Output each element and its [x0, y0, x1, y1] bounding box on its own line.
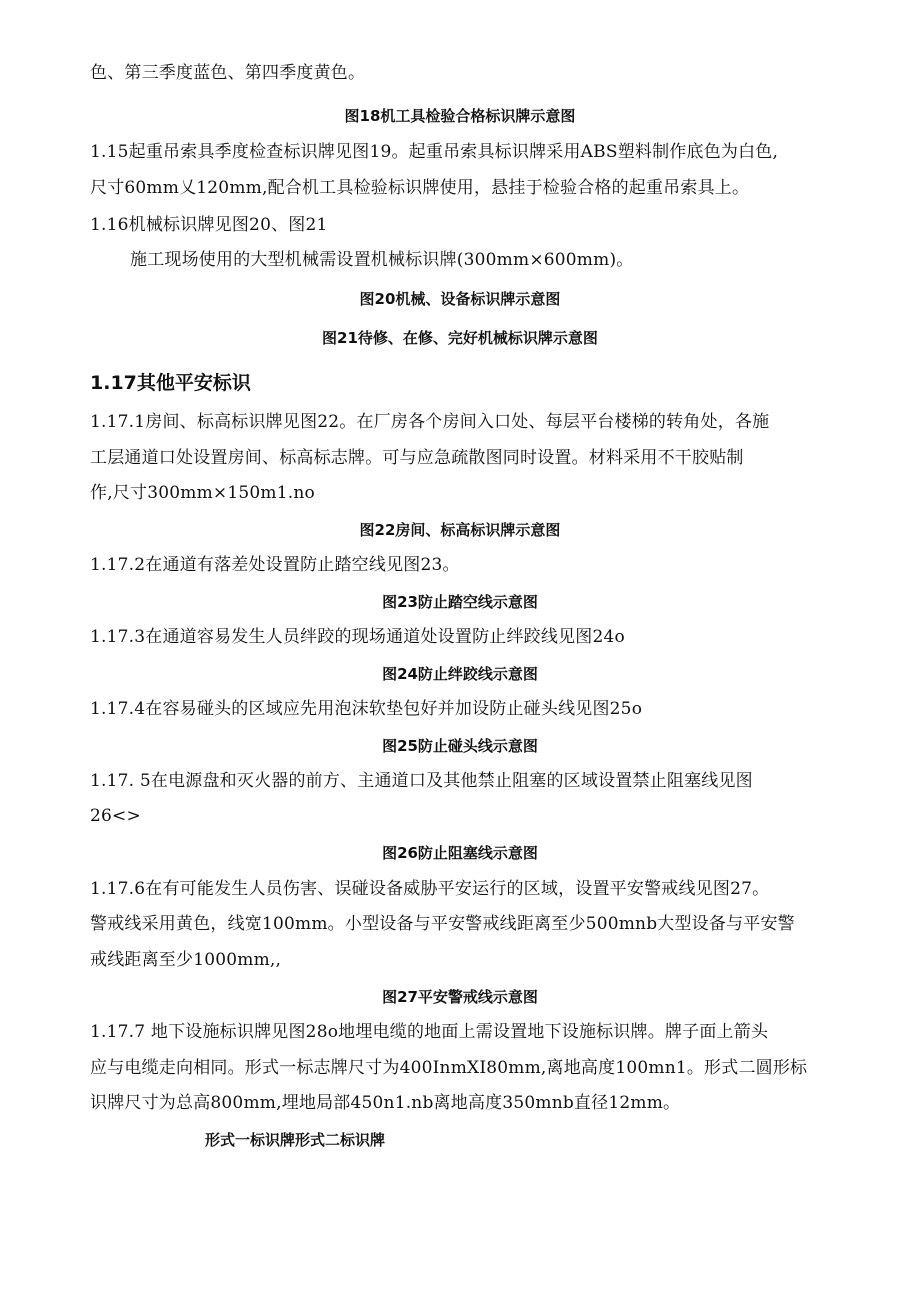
body-text-line: 应与电缆走向相同。形式一标志牌尺寸为400InmXI80mm,离地高度100mn1。形式二圆形标 [90, 1058, 808, 1078]
figure-caption-21: 图21待修、在修、完好机械标识牌示意图 [322, 329, 598, 347]
figure-caption-23: 图23防止踏空线示意图 [382, 593, 538, 611]
body-text-line: 戒线距离至少1000mm,, [90, 950, 282, 970]
body-text-line: 色、第三季度蓝色、第四季度黄色。 [90, 63, 366, 83]
body-text-line: 警戒线采用黄色，线宽100mm。小型设备与平安警戒线距离至少500mnb大型设备与平安警 [90, 914, 795, 934]
body-text-line: 1.17.7 地下设施标识牌见图28o地埋电缆的地面上需设置地下设施标识牌。牌子面上箭头 [90, 1022, 769, 1042]
figure-caption-26: 图26防止阻塞线示意图 [382, 844, 538, 862]
figure-caption-25: 图25防止碰头线示意图 [382, 737, 538, 755]
figure-caption-27: 图27平安警戒线示意图 [382, 988, 538, 1006]
body-text-line: 1.16机械标识牌见图20、图21 [90, 215, 328, 235]
body-text-line: 1.17.1房间、标高标识牌见图22。在厂房各个房间入口处、每层平台楼梯的转角处，各施 [90, 412, 770, 432]
body-text-line: 1.15起重吊索具季度检查标识牌见图19。起重吊索具标识牌采用ABS塑料制作底色为白色, [90, 142, 779, 162]
section-heading: 1.17其他平安标识 [90, 372, 251, 394]
body-text-line: 作,尺寸300mm×150m1.no [90, 483, 315, 503]
body-text-line: 1.17.6在有可能发生人员伤害、误碰设备威胁平安运行的区域，设置平安警戒线见图27。 [90, 879, 770, 899]
body-text-line: 1.17. 5在电源盘和灭火器的前方、主通道口及其他禁止阻塞的区域设置禁止阻塞线见图 [90, 771, 753, 791]
figure-caption-forms: 形式一标识牌形式二标识牌 [205, 1131, 386, 1149]
body-text-line: 1.17.3在通道容易发生人员绊跤的现场通道处设置防止绊跤线见图24o [90, 627, 625, 647]
body-text-line: 1.17.2在通道有落差处设置防止踏空线见图23。 [90, 555, 460, 575]
figure-caption-24: 图24防止绊跤线示意图 [382, 665, 538, 683]
figure-caption-18: 图18机工具检验合格标识牌示意图 [344, 107, 576, 125]
body-text-line: 尺寸60mm乂120mm,配合机工具检验标识牌使用，悬挂于检验合格的起重吊索具上。 [90, 178, 750, 198]
body-text-line: 施工现场使用的大型机械需设置机械标识牌(300mm×600mm)。 [130, 250, 634, 270]
body-text-line: 1.17.4在容易碰头的区域应先用泡沫软垫包好并加设防止碰头线见图25o [90, 699, 643, 719]
body-text-line: 工层通道口处设置房间、标高标志牌。可与应急疏散图同时设置。材料采用不干胶贴制 [90, 448, 744, 468]
body-text-line: 识牌尺寸为总高800mm,埋地局部450n1.nb离地高度350mnb直径12mm。 [90, 1093, 681, 1113]
figure-caption-22: 图22房间、标高标识牌示意图 [359, 521, 561, 539]
body-text-line: 26<> [90, 806, 141, 826]
figure-caption-20: 图20机械、设备标识牌示意图 [359, 290, 561, 308]
